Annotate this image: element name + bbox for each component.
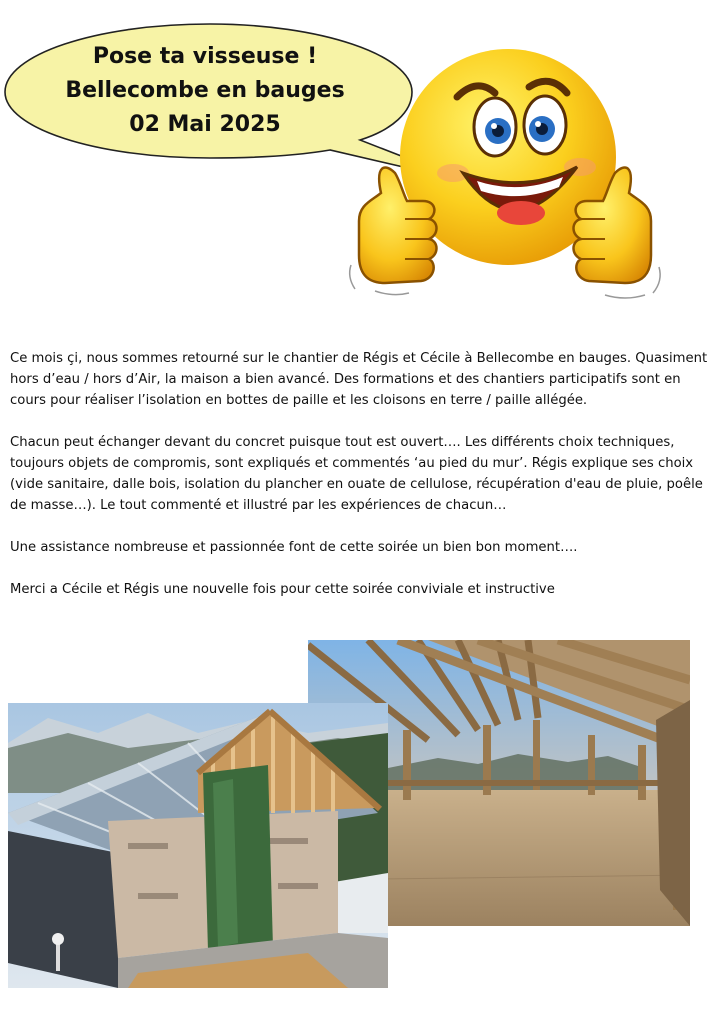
bubble-title — [40, 40, 370, 142]
paragraph-intro: Ce mois çi, nous sommes retourné sur le chantier de Régis et Cécile à Bellecombe en bauges. Quasiment hors d’eau / hors d’Air, la maison a bien avancé. Des formations et des chantiers participatifs sont en cours pour réaliser l’isolation en bottes de paille et les cloisons en terre / paille allégée. — [10, 351, 708, 408]
article-body — [10, 348, 710, 621]
exterior-house-photo — [8, 703, 388, 988]
paragraph-assistance: Une assistance nombreuse et passionnée font de cette soirée un bien bon moment…. — [10, 540, 578, 555]
header — [0, 0, 724, 330]
bubble-line-3: 02 Mai 2025 — [129, 112, 281, 137]
paragraph-discussion: Chacun peut échanger devant du concret puisque tout est ouvert…. Les différents choix techniques, toujours objets de compromis, sont expliqués et commentés ‘au pied du mur’. Régis explique ses choix (vide sanitaire, dalle bois, isolation du plancher en ouate de cellulose, récupération d'eau de pluie, poêle de masse…). Le tout commenté et illustré par les expériences de chacun… — [10, 435, 703, 513]
thumbs-up-smiley-icon — [345, 45, 675, 315]
bubble-line-2: Bellecombe en bauges — [65, 78, 345, 103]
bubble-line-1: Pose ta visseuse ! — [92, 44, 318, 69]
paragraph-thanks: Merci a Cécile et Régis une nouvelle fois pour cette soirée conviviale et instructive — [10, 582, 555, 597]
